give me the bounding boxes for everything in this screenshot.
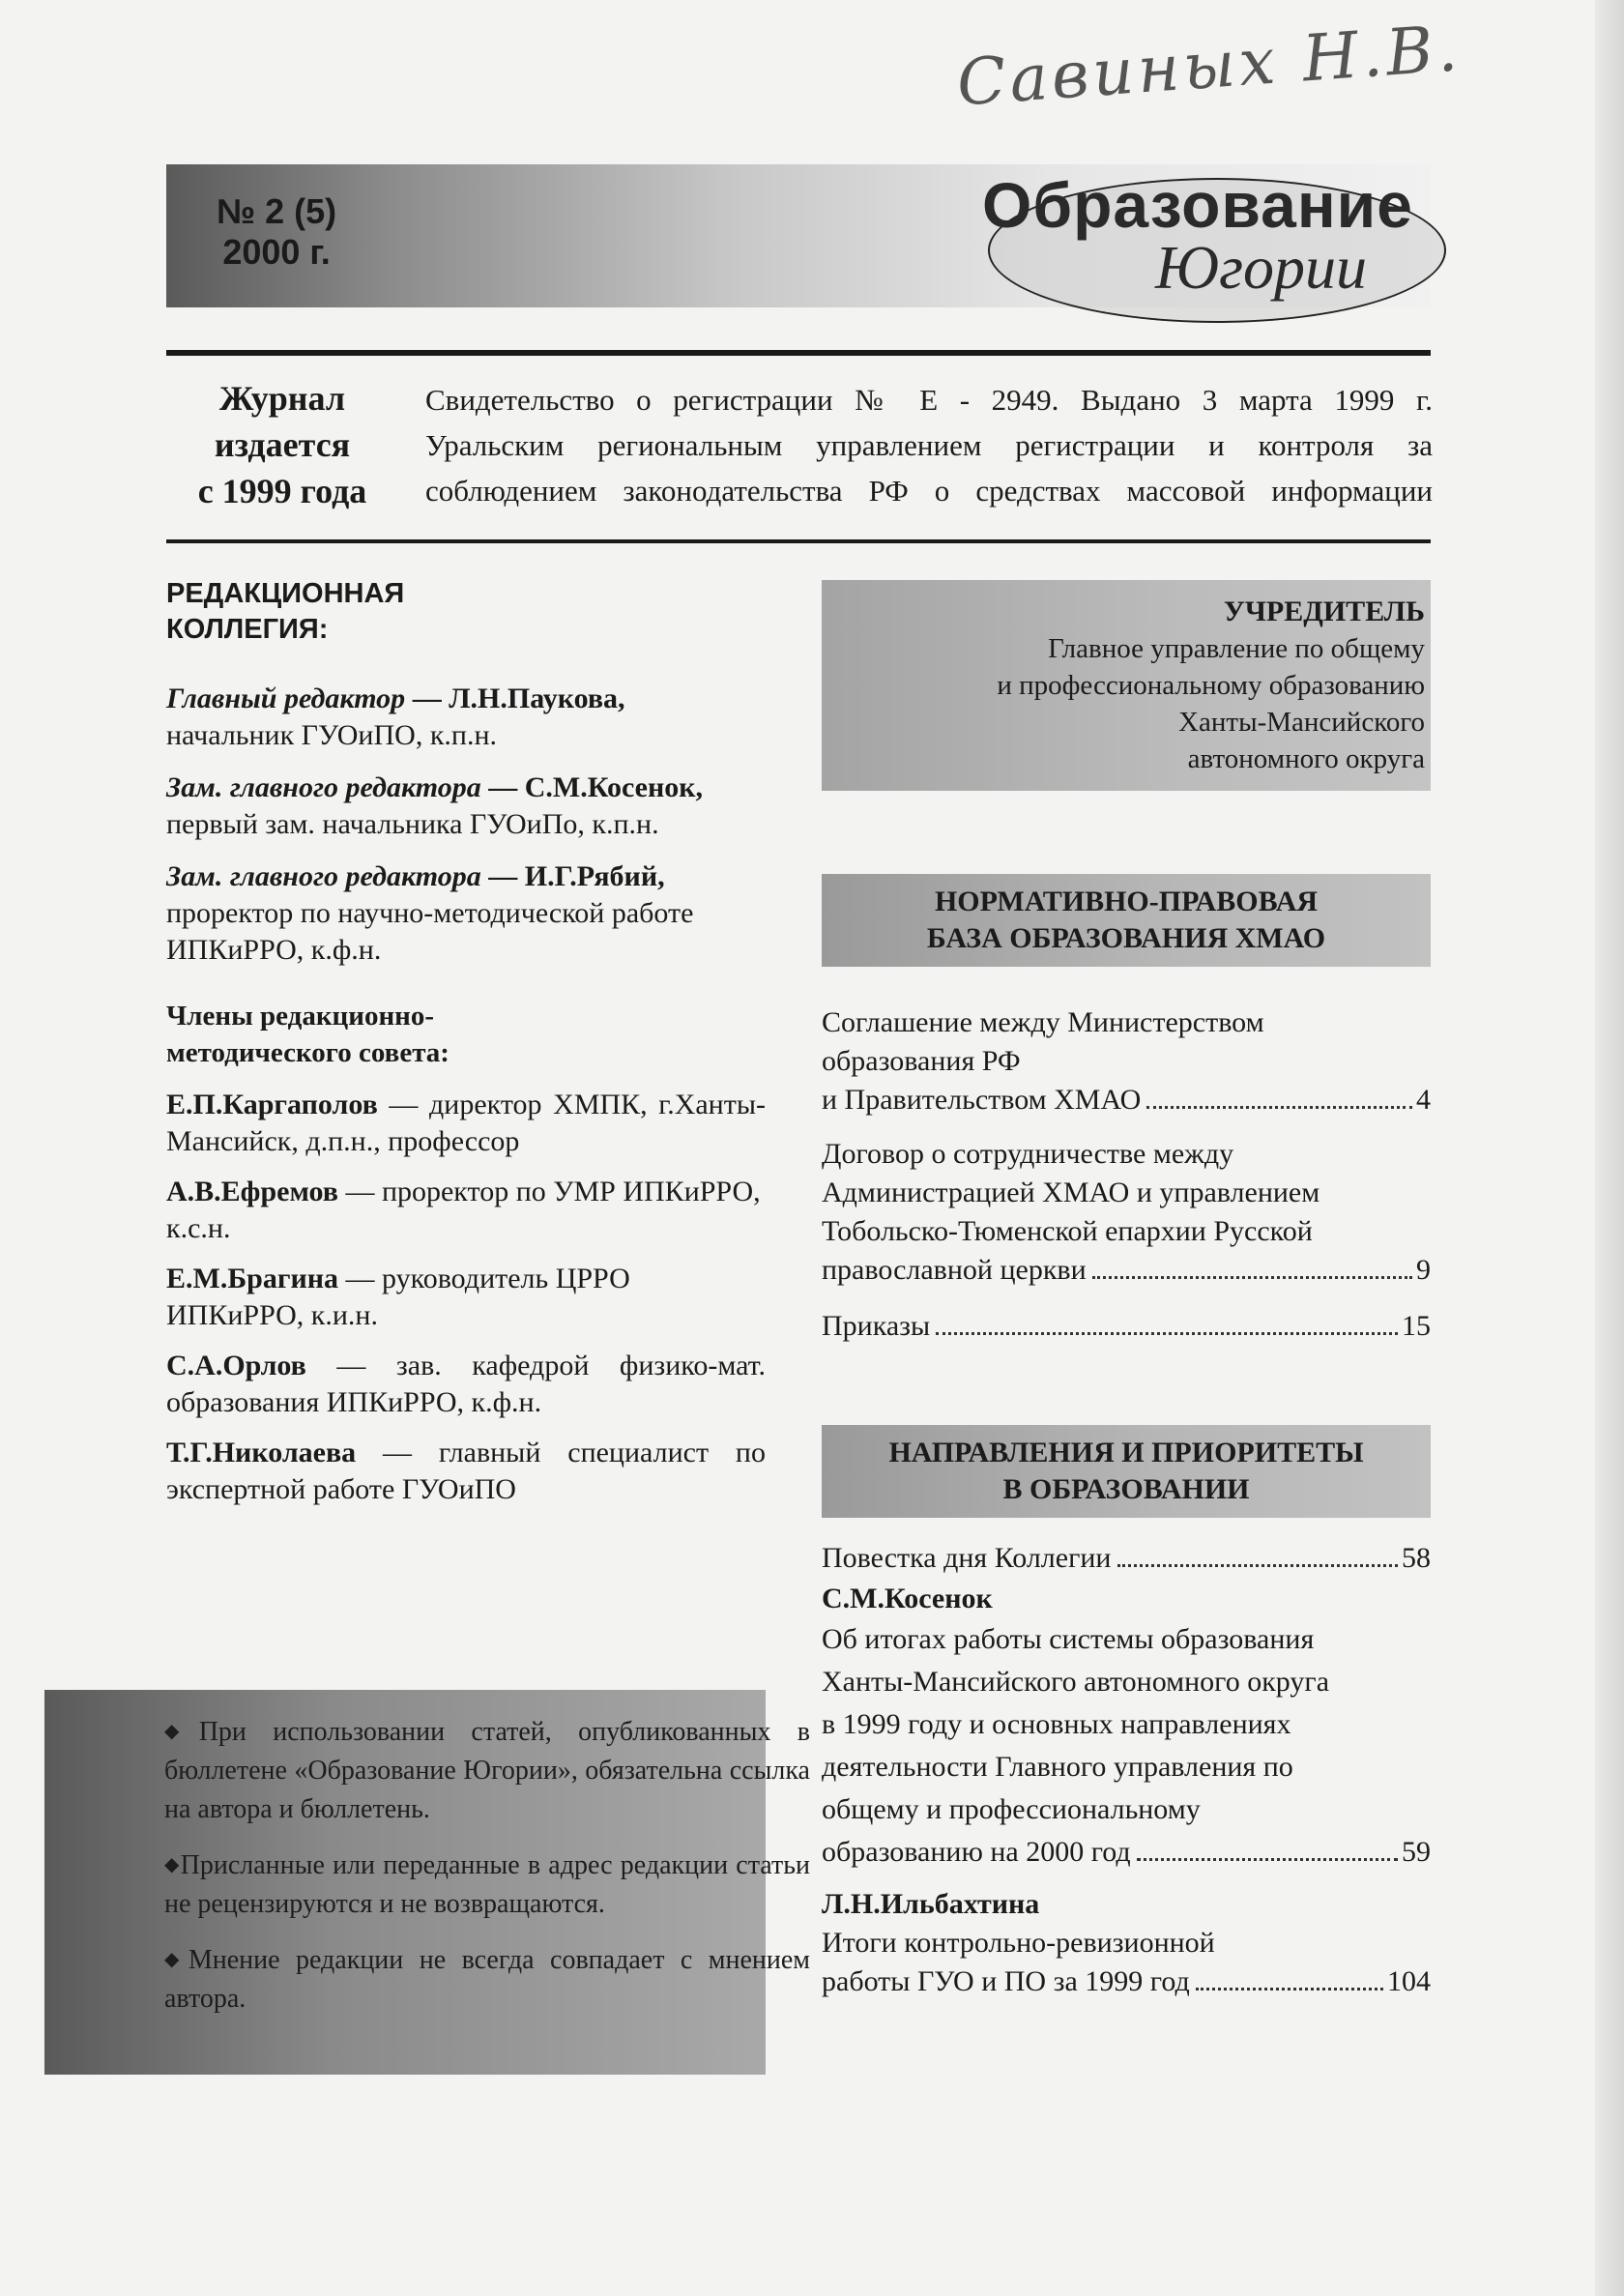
notice-item xyxy=(164,1711,810,1829)
since-line: Журнал xyxy=(218,379,346,418)
council-heading xyxy=(166,998,766,1071)
toc-entry-text: Ханты-Мансийского автономного округа xyxy=(822,1666,1330,1698)
founder-line: автономного округа xyxy=(1187,743,1425,774)
middle-rule xyxy=(166,539,1431,543)
issue-number: № 2 (5) xyxy=(217,191,337,231)
heading-line: методического совета: xyxy=(166,1037,450,1068)
toc-entry[interactable] xyxy=(822,1003,1431,1119)
toc-entry-text: Приказы xyxy=(822,1310,931,1342)
logo-subtitle: Югории xyxy=(1155,233,1368,302)
diamond-bullet-icon: ◆ xyxy=(164,1852,181,1875)
deputy-editor-detail: проректор по научно-методической работе xyxy=(166,897,694,929)
member-name: Т.Г.Николаева xyxy=(166,1437,357,1468)
issue-year: 2000 г. xyxy=(222,232,331,272)
toc-entry[interactable] xyxy=(822,1539,1431,1578)
deputy-editor-role: Зам. главного редактора xyxy=(166,860,481,892)
toc-leader-dots xyxy=(1146,1106,1412,1109)
heading-line: РЕДАКЦИОННАЯ xyxy=(166,578,405,609)
member-name: А.В.Ефремов xyxy=(166,1176,338,1207)
toc-page-number: 59 xyxy=(1402,1836,1431,1868)
toc-page-number: 104 xyxy=(1387,1965,1431,1997)
member-name: Е.М.Брагина xyxy=(166,1263,339,1294)
council-member xyxy=(166,1261,766,1334)
chief-editor-role: Главный редактор xyxy=(166,683,406,714)
toc-entry-line xyxy=(822,1081,1431,1119)
deputy-editor-entry xyxy=(166,770,766,843)
registration-line: Уральским региональным управлением регистрации и контроля за xyxy=(425,428,1433,462)
deputy-editor-detail: ИПКиРРО, к.ф.н. xyxy=(166,934,382,966)
toc-entry[interactable] xyxy=(822,1580,1431,1874)
toc-entry-text: Администрацией ХМАО и управлением xyxy=(822,1177,1320,1208)
founder-line: Ханты-Мансийского xyxy=(1178,707,1425,738)
notice-item-text: Присланные или переданные в адрес редакции статьи не рецензируются и не возвращаются. xyxy=(164,1850,810,1919)
deputy-editor-role: Зам. главного редактора xyxy=(166,771,481,803)
masthead-banner xyxy=(166,164,1431,307)
since-line: с 1999 года xyxy=(197,472,367,510)
member-detail: — директор ХМПК, г.Ханты-Мансийск, д.п.н., профессор xyxy=(166,1089,766,1157)
founder-box xyxy=(822,580,1431,791)
chief-editor-detail: начальник ГУОиПО, к.п.н. xyxy=(166,719,497,751)
since-line: издается xyxy=(214,425,351,464)
deputy-editor-entry xyxy=(166,858,766,969)
editorial-heading xyxy=(166,576,766,648)
toc-entry[interactable] xyxy=(822,1307,1431,1346)
chief-editor-name: — Л.Н.Паукова, xyxy=(405,683,625,714)
editorial-board xyxy=(166,576,766,1508)
section-title-line: В ОБРАЗОВАНИИ xyxy=(1002,1473,1250,1505)
logo-title: Образование xyxy=(982,169,1413,241)
toc-leader-dots xyxy=(1117,1564,1399,1567)
toc-entry-text: Договор о сотрудничестве между xyxy=(822,1138,1234,1170)
toc-entry-line xyxy=(822,1251,1431,1290)
council-member xyxy=(166,1435,766,1508)
toc-entry-line xyxy=(822,1307,1431,1346)
toc-page-number: 58 xyxy=(1402,1542,1431,1574)
member-detail: — зав. кафедрой физико-мат. образования ИПКиРРО, к.ф.н. xyxy=(166,1350,766,1418)
toc-leader-dots xyxy=(936,1332,1398,1335)
notice-item xyxy=(164,1939,810,2019)
toc-entry-text: Повестка дня Коллегии xyxy=(822,1542,1112,1574)
toc-entry-text: деятельности Главного управления по xyxy=(822,1751,1293,1783)
registration-notice xyxy=(425,377,1433,513)
member-detail: — проректор по УМР ИПКиРРО, к.с.н. xyxy=(166,1176,761,1244)
heading-line: КОЛЛЕГИЯ: xyxy=(166,614,329,645)
section-title-legal xyxy=(822,874,1431,967)
toc-leader-dots xyxy=(1137,1858,1398,1861)
member-name: Е.П.Каргаполов xyxy=(166,1089,378,1120)
toc-entry-text: и Правительством ХМАО xyxy=(822,1084,1142,1116)
handwritten-signature: Савиных Н.В. xyxy=(954,11,1464,121)
diamond-bullet-icon: ◆ xyxy=(164,1719,199,1742)
toc-entry-text: работы ГУО и ПО за 1999 год xyxy=(822,1965,1190,1997)
notice-item xyxy=(164,1845,810,1924)
toc-leader-dots xyxy=(1196,1988,1383,1991)
journal-logo xyxy=(976,157,1431,321)
toc-entry-text: Соглашение между Министерством xyxy=(822,1006,1264,1038)
top-rule xyxy=(166,350,1431,356)
deputy-editor-name: — И.Г.Рябий, xyxy=(480,860,665,892)
toc-leader-dots xyxy=(1092,1276,1412,1279)
toc-entry-text: общему и профессиональному xyxy=(822,1793,1201,1825)
toc-entry-line xyxy=(822,1962,1431,2001)
section-title-line: НАПРАВЛЕНИЯ И ПРИОРИТЕТЫ xyxy=(888,1437,1364,1468)
toc-entry-text: образованию на 2000 год xyxy=(822,1836,1131,1868)
diamond-bullet-icon: ◆ xyxy=(164,1947,188,1970)
toc-page-number: 15 xyxy=(1402,1310,1431,1342)
heading-line: Члены редакционно- xyxy=(166,1001,435,1032)
toc-entry[interactable] xyxy=(822,1885,1431,2001)
section-title-priorities xyxy=(822,1425,1431,1518)
issue-label xyxy=(217,191,336,273)
council-member xyxy=(166,1348,766,1421)
member-name: С.А.Орлов xyxy=(166,1350,306,1381)
member-detail: — главный специалист по экспертной работе ГУОиПО xyxy=(166,1437,766,1505)
toc-author: Л.Н.Ильбахтина xyxy=(822,1888,1040,1920)
chief-editor-entry xyxy=(166,681,766,754)
toc-entry-line xyxy=(822,1831,1431,1874)
toc-entry-text: в 1999 году и основных направлениях xyxy=(822,1708,1291,1740)
section-title-line: БАЗА ОБРАЗОВАНИЯ ХМАО xyxy=(926,922,1326,954)
founder-line: и профессиональному образованию xyxy=(997,670,1425,701)
member-detail: — руководитель ЦРРО ИПКиРРО, к.и.н. xyxy=(166,1263,630,1331)
notice-item-text: Мнение редакции не всегда совпадает с мнением автора. xyxy=(164,1945,810,2014)
deputy-editor-name: — С.М.Косенок, xyxy=(480,771,704,803)
founder-title: УЧРЕДИТЕЛЬ xyxy=(1223,596,1425,627)
toc-entry-text: Об итогах работы системы образования xyxy=(822,1623,1315,1655)
toc-entry-text: православной церкви xyxy=(822,1254,1087,1286)
page-edge xyxy=(1595,0,1624,2296)
toc-entry[interactable] xyxy=(822,1135,1431,1290)
deputy-editor-detail: первый зам. начальника ГУОиПо, к.п.н. xyxy=(166,808,659,840)
registration-line: Свидетельство о регистрации № Е - 2949. Выдано 3 марта 1999 г. xyxy=(425,383,1433,417)
usage-notice-box xyxy=(44,1690,810,2075)
founder-line: Главное управление по общему xyxy=(1048,633,1425,664)
council-member xyxy=(166,1174,766,1247)
notice-item-text: При использовании статей, опубликованных в бюллетене «Образование Югории», обязательна ссылка на автора и бюллетень. xyxy=(164,1717,810,1824)
toc-page-number: 9 xyxy=(1416,1254,1431,1286)
contents-column xyxy=(822,580,1431,2001)
council-member xyxy=(166,1087,766,1160)
published-since xyxy=(166,375,398,514)
toc-author: С.М.Косенок xyxy=(822,1583,993,1614)
registration-line: соблюдением законодательства РФ о средствах массовой информации xyxy=(425,474,1433,508)
toc-entry-text: образования РФ xyxy=(822,1045,1021,1077)
notice-text xyxy=(164,1711,810,2034)
toc-entry-text: Итоги контрольно-ревизионной xyxy=(822,1927,1215,1959)
toc-entry-text: Тобольско-Тюменской епархии Русской xyxy=(822,1215,1313,1247)
toc-page-number: 4 xyxy=(1416,1084,1431,1116)
toc-entry-line xyxy=(822,1539,1431,1578)
section-title-line: НОРМАТИВНО-ПРАВОВАЯ xyxy=(934,886,1319,917)
